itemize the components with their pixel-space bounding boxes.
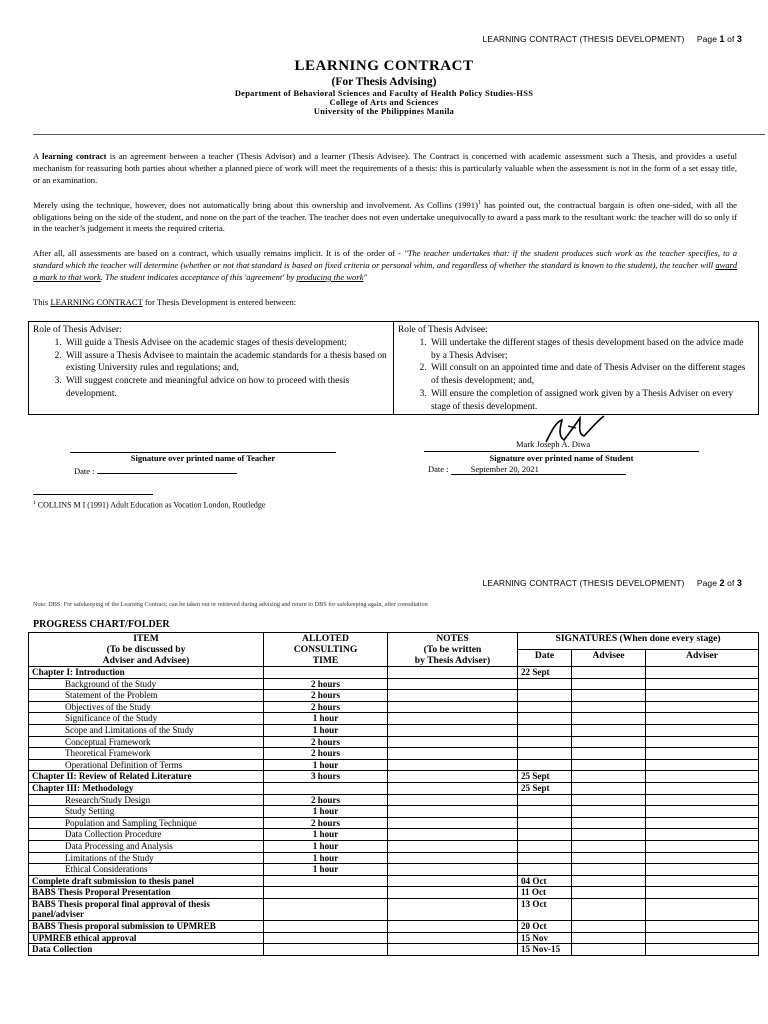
row-time bbox=[264, 944, 388, 956]
row-item: Ethical Considerations bbox=[29, 864, 264, 876]
row-notes bbox=[388, 736, 518, 748]
col-item-line1: ITEM bbox=[133, 633, 159, 644]
row-time: 2 hours bbox=[264, 748, 388, 760]
row-advisee-sig bbox=[572, 944, 646, 956]
row-advisee-sig bbox=[572, 782, 646, 794]
student-date-label: Date : bbox=[428, 464, 449, 474]
row-time: 2 hours bbox=[264, 690, 388, 702]
row-notes bbox=[388, 771, 518, 783]
row-date bbox=[518, 736, 572, 748]
page-of: of bbox=[727, 578, 735, 588]
row-item: Conceptual Framework bbox=[29, 736, 264, 748]
table-row bbox=[29, 713, 759, 725]
row-notes bbox=[388, 701, 518, 713]
table-row bbox=[29, 782, 759, 794]
row-date bbox=[518, 748, 572, 760]
table-row bbox=[29, 829, 759, 841]
table-row bbox=[29, 875, 759, 887]
row-time: 1 hour bbox=[264, 829, 388, 841]
adviser-role-item: 1. Will guide a Thesis Advisee on the academic stages of thesis development; bbox=[64, 337, 388, 350]
col-date-header: Date bbox=[518, 650, 572, 667]
row-time bbox=[264, 875, 388, 887]
row-date: 20 Oct bbox=[518, 921, 572, 933]
row-time: 2 hours bbox=[264, 736, 388, 748]
row-adviser-sig bbox=[646, 806, 759, 818]
col-item-line3: Adviser and Advisee) bbox=[102, 655, 190, 666]
col-time-line2: CONSULTING bbox=[293, 644, 358, 655]
paragraph-1 bbox=[33, 151, 737, 186]
row-date: 15 Nov-15 bbox=[518, 944, 572, 956]
row-time bbox=[264, 667, 388, 679]
row-advisee-sig bbox=[572, 898, 646, 920]
row-item: Data Processing and Analysis bbox=[29, 840, 264, 852]
univ-line: University of the Philippines Manila bbox=[313, 107, 455, 116]
row-item: Theoretical Framework bbox=[29, 748, 264, 760]
row-date bbox=[518, 840, 572, 852]
row-item: Chapter II: Review of Related Literature bbox=[29, 771, 264, 783]
row-item: Research/Study Design bbox=[29, 794, 264, 806]
table-row bbox=[29, 748, 759, 760]
table-row bbox=[29, 864, 759, 876]
header-rule bbox=[33, 134, 765, 135]
row-time: 1 hour bbox=[264, 806, 388, 818]
row-notes bbox=[388, 817, 518, 829]
row-item: Operational Definition of Terms bbox=[29, 759, 264, 771]
row-adviser-sig bbox=[646, 898, 759, 920]
table-row bbox=[29, 840, 759, 852]
row-date bbox=[518, 690, 572, 702]
row-advisee-sig bbox=[572, 840, 646, 852]
p3-quote-1: "The teacher undertakes that: if the student produces such work as the teacher specifies, to a standard which the teacher will determine (whether or not that standard is based on fixed criteria or personal whim, and regardless of whether the standard is known to the student), the teacher will bbox=[33, 248, 738, 270]
row-notes bbox=[388, 724, 518, 736]
doc-subtitle: (For Thesis Advising) bbox=[331, 76, 437, 88]
row-date bbox=[518, 701, 572, 713]
row-date: 11 Oct bbox=[518, 887, 572, 899]
row-date bbox=[518, 817, 572, 829]
p2-text-a: Merely using the technique, however, does not automatically bring about this ownership and involvement. As Collins (1991) bbox=[33, 199, 478, 210]
row-advisee-sig bbox=[572, 771, 646, 783]
student-printed-name: Mark Joseph A. Diwa bbox=[516, 439, 591, 449]
row-notes bbox=[388, 690, 518, 702]
row-item: Scope and Limitations of the Study bbox=[29, 724, 264, 736]
page-total: 3 bbox=[736, 34, 742, 44]
table-row bbox=[29, 736, 759, 748]
row-item: BABS Thesis proporal final approval of thesis panel/adviser bbox=[29, 898, 264, 920]
p4-text-b: for Thesis Development is entered between: bbox=[142, 297, 297, 307]
row-advisee-sig bbox=[572, 690, 646, 702]
row-notes bbox=[388, 713, 518, 725]
row-advisee-sig bbox=[572, 921, 646, 933]
row-time bbox=[264, 898, 388, 920]
p4-text-a: This bbox=[33, 297, 51, 307]
col-time-header bbox=[264, 633, 388, 667]
row-notes bbox=[388, 782, 518, 794]
row-notes bbox=[388, 759, 518, 771]
table-row bbox=[29, 817, 759, 829]
table-row bbox=[29, 678, 759, 690]
row-adviser-sig bbox=[646, 932, 759, 944]
row-notes bbox=[388, 875, 518, 887]
page-number: 2 bbox=[719, 578, 725, 588]
row-adviser-sig bbox=[646, 667, 759, 679]
row-advisee-sig bbox=[572, 829, 646, 841]
row-item: Chapter I: Introduction bbox=[29, 667, 264, 679]
row-adviser-sig bbox=[646, 713, 759, 725]
table-row bbox=[29, 724, 759, 736]
row-item: Complete draft submission to thesis panel bbox=[29, 875, 264, 887]
page-header bbox=[482, 34, 742, 44]
row-time: 2 hours bbox=[264, 678, 388, 690]
row-notes bbox=[388, 829, 518, 841]
row-notes bbox=[388, 794, 518, 806]
p3-underline-2: producing the work bbox=[296, 271, 364, 282]
table-row bbox=[29, 932, 759, 944]
footnote-num: 1 bbox=[33, 500, 36, 506]
row-item: Data Collection Procedure bbox=[29, 829, 264, 841]
student-sig-label: Signature over printed name of Student bbox=[489, 453, 634, 463]
page-of: of bbox=[727, 34, 735, 44]
row-date: 15 Nov bbox=[518, 932, 572, 944]
row-item: BABS Thesis proporal submission to UPMREB bbox=[29, 921, 264, 933]
row-notes bbox=[388, 921, 518, 933]
row-adviser-sig bbox=[646, 852, 759, 864]
row-date: 22 Sept bbox=[518, 667, 572, 679]
page-label: Page bbox=[696, 578, 718, 588]
row-time bbox=[264, 932, 388, 944]
row-advisee-sig bbox=[572, 736, 646, 748]
advisee-role-title: Role of Thesis Advisee: bbox=[398, 325, 488, 335]
row-adviser-sig bbox=[646, 864, 759, 876]
dept-line: Department of Behavioral Sciences and Faculty of Health Policy Studies-HSS bbox=[234, 89, 534, 98]
row-date bbox=[518, 852, 572, 864]
table-row bbox=[29, 667, 759, 679]
row-adviser-sig bbox=[646, 944, 759, 956]
header-title: LEARNING CONTRACT (THESIS DEVELOPMENT) bbox=[482, 34, 685, 44]
row-adviser-sig bbox=[646, 817, 759, 829]
row-adviser-sig bbox=[646, 701, 759, 713]
page-header bbox=[482, 578, 742, 588]
row-item: UPMREB ethical approval bbox=[29, 932, 264, 944]
row-notes bbox=[388, 887, 518, 899]
col-notes-line1: NOTES bbox=[436, 633, 469, 644]
row-advisee-sig bbox=[572, 678, 646, 690]
table-row bbox=[29, 852, 759, 864]
header-title: LEARNING CONTRACT (THESIS DEVELOPMENT) bbox=[482, 578, 685, 588]
row-notes bbox=[388, 806, 518, 818]
row-notes bbox=[388, 944, 518, 956]
advisee-role-item: 2. Will consult on an appointed time and date of Thesis Adviser on the different stages of thesis development; and, bbox=[429, 362, 753, 388]
row-advisee-sig bbox=[572, 667, 646, 679]
row-adviser-sig bbox=[646, 690, 759, 702]
col-item-header bbox=[29, 633, 264, 667]
paragraph-2 bbox=[33, 198, 737, 235]
row-adviser-sig bbox=[646, 771, 759, 783]
row-adviser-sig bbox=[646, 921, 759, 933]
row-notes bbox=[388, 852, 518, 864]
college-line: College of Arts and Sciences bbox=[329, 98, 439, 107]
col-advisee-header: Advisee bbox=[572, 650, 646, 667]
table-row bbox=[29, 898, 759, 920]
row-item: Statement of the Problem bbox=[29, 690, 264, 702]
table-row bbox=[29, 921, 759, 933]
p3-quote-3: " bbox=[363, 271, 368, 282]
row-time: 1 hour bbox=[264, 759, 388, 771]
row-item: Data Collection bbox=[29, 944, 264, 956]
row-adviser-sig bbox=[646, 759, 759, 771]
adviser-role-list bbox=[33, 337, 388, 401]
row-item: Population and Sampling Technique bbox=[29, 817, 264, 829]
progress-chart-title: PROGRESS CHART/FOLDER bbox=[33, 619, 170, 630]
row-time: 1 hour bbox=[264, 840, 388, 852]
adviser-role-item: 3. Will suggest concrete and meaningful advice on how to proceed with thesis development. bbox=[64, 375, 388, 401]
col-adviser-header: Adviser bbox=[646, 650, 759, 667]
advisee-role-item: 1. Will undertake the different stages of thesis development based on the advice made by a Thesis Adviser; bbox=[429, 337, 753, 363]
row-date bbox=[518, 713, 572, 725]
title-block bbox=[0, 58, 768, 116]
row-date: 13 Oct bbox=[518, 898, 572, 920]
row-time: 2 hours bbox=[264, 701, 388, 713]
footnote bbox=[33, 500, 265, 510]
row-notes bbox=[388, 932, 518, 944]
row-item: Significance of the Study bbox=[29, 713, 264, 725]
row-item: Chapter III: Methodology bbox=[29, 782, 264, 794]
row-time: 1 hour bbox=[264, 713, 388, 725]
table-header-row bbox=[29, 633, 759, 650]
row-date bbox=[518, 794, 572, 806]
p4-underline: LEARNING CONTRACT bbox=[50, 297, 143, 307]
teacher-date-label: Date : bbox=[74, 466, 95, 476]
row-advisee-sig bbox=[572, 852, 646, 864]
table-row bbox=[29, 887, 759, 899]
row-advisee-sig bbox=[572, 713, 646, 725]
row-item: Study Setting bbox=[29, 806, 264, 818]
row-advisee-sig bbox=[572, 932, 646, 944]
table-row bbox=[29, 806, 759, 818]
row-advisee-sig bbox=[572, 875, 646, 887]
row-time bbox=[264, 921, 388, 933]
row-time bbox=[264, 782, 388, 794]
col-time-line1: ALLOTED bbox=[302, 633, 349, 644]
row-advisee-sig bbox=[572, 748, 646, 760]
row-advisee-sig bbox=[572, 724, 646, 736]
row-advisee-sig bbox=[572, 817, 646, 829]
row-notes bbox=[388, 678, 518, 690]
row-notes bbox=[388, 748, 518, 760]
row-time: 1 hour bbox=[264, 724, 388, 736]
p1-bold: learning contract bbox=[42, 151, 107, 161]
doc-title: LEARNING CONTRACT bbox=[294, 58, 474, 74]
table-row bbox=[29, 794, 759, 806]
paragraph-3 bbox=[33, 248, 737, 283]
row-date bbox=[518, 678, 572, 690]
advisee-role-list bbox=[398, 337, 753, 414]
table-row bbox=[29, 944, 759, 956]
col-time-line3: TIME bbox=[312, 655, 339, 666]
table-row bbox=[29, 690, 759, 702]
table-row bbox=[29, 771, 759, 783]
row-date: 04 Oct bbox=[518, 875, 572, 887]
row-notes bbox=[388, 840, 518, 852]
row-notes bbox=[388, 667, 518, 679]
p1-text-a: A bbox=[33, 151, 43, 161]
row-advisee-sig bbox=[572, 887, 646, 899]
student-date-value: September 20, 2021 bbox=[451, 464, 626, 475]
teacher-date bbox=[74, 464, 237, 476]
row-item: BABS Thesis Proporal Presentation bbox=[29, 887, 264, 899]
advisee-role-cell bbox=[393, 322, 758, 414]
row-advisee-sig bbox=[572, 864, 646, 876]
page-total: 3 bbox=[736, 578, 742, 588]
p3-text-a: After all, all assessments are based on a contract, which usually remains implicit. It is of the order of - bbox=[33, 248, 405, 258]
row-date: 25 Sept bbox=[518, 771, 572, 783]
row-adviser-sig bbox=[646, 724, 759, 736]
row-time bbox=[264, 887, 388, 899]
page-label: Page bbox=[696, 34, 718, 44]
teacher-sig-label: Signature over printed name of Teacher bbox=[130, 453, 276, 463]
row-adviser-sig bbox=[646, 782, 759, 794]
row-time: 1 hour bbox=[264, 864, 388, 876]
row-item: Objectives of the Study bbox=[29, 701, 264, 713]
roles-table bbox=[28, 321, 759, 415]
advisee-role-item: 3. Will ensure the completion of assigned work given by a Thesis Adviser on every stage of thesis development. bbox=[429, 388, 753, 414]
row-date bbox=[518, 759, 572, 771]
row-adviser-sig bbox=[646, 736, 759, 748]
p1-text-b: is an agreement between a teacher (Thesis Advisor) and a learner (Thesis Advisee). The Contract is concerned with academic assessment such a Thesis, and provides a useful mechanism for reassuring both parties about whether a planned piece of work will meet the requirements of a thesis: this is particularly valuable when the assessment is not in the form of a set essay title, or an examination. bbox=[33, 151, 737, 185]
row-advisee-sig bbox=[572, 701, 646, 713]
p2-text-b: has pointed out, the contractual bargain is often one-sided, with all the obligations being on the side of the student, and none on the part of the teacher. The teacher does not even undertake unequivocally to award a pass mark to the resultant work: the teacher will do so only if in the teacher’s judgement it meets the required criteria. bbox=[33, 199, 737, 234]
row-date bbox=[518, 864, 572, 876]
paragraph-4 bbox=[33, 297, 737, 309]
row-time: 1 hour bbox=[264, 852, 388, 864]
p3-quote-2: . The student indicates acceptance of this 'agreement' by bbox=[100, 271, 297, 282]
col-notes-line2: (To be written bbox=[423, 644, 482, 655]
student-date bbox=[428, 464, 626, 475]
row-item: Limitations of the Study bbox=[29, 852, 264, 864]
row-advisee-sig bbox=[572, 806, 646, 818]
row-date bbox=[518, 829, 572, 841]
row-time: 3 hours bbox=[264, 771, 388, 783]
progress-chart-body bbox=[29, 667, 759, 956]
row-time: 2 hours bbox=[264, 794, 388, 806]
adviser-role-item: 2. Will assure a Thesis Advisee to maintain the academic standards for a thesis based on existing University rules and regulations; and, bbox=[64, 350, 388, 376]
footnote-text: COLLINS M I (1991) Adult Education as Vocation London, Routledge bbox=[37, 500, 266, 510]
page-number: 1 bbox=[719, 34, 725, 44]
teacher-date-blank bbox=[97, 464, 237, 474]
row-notes bbox=[388, 864, 518, 876]
col-notes-header bbox=[388, 633, 518, 667]
footnote-rule bbox=[33, 494, 153, 495]
col-signatures-header: SIGNATURES (When done every stage) bbox=[518, 633, 759, 650]
row-adviser-sig bbox=[646, 829, 759, 841]
p3-underline-1: award a mark to that work bbox=[33, 259, 737, 282]
row-notes bbox=[388, 898, 518, 920]
row-date: 25 Sept bbox=[518, 782, 572, 794]
row-adviser-sig bbox=[646, 840, 759, 852]
row-adviser-sig bbox=[646, 748, 759, 760]
table-row bbox=[29, 701, 759, 713]
row-adviser-sig bbox=[646, 678, 759, 690]
student-signature-line bbox=[424, 451, 699, 452]
table-row bbox=[29, 759, 759, 771]
p2-footnote-ref: 1 bbox=[477, 200, 481, 206]
row-advisee-sig bbox=[572, 759, 646, 771]
adviser-role-cell bbox=[29, 322, 393, 414]
row-advisee-sig bbox=[572, 794, 646, 806]
safekeeping-note: Note: DBS: For safekeeping of the Learning Contract; can be taken out or retrieved during advising and return to DBS for safekeeping again, after consultation bbox=[33, 601, 428, 608]
row-time: 2 hours bbox=[264, 817, 388, 829]
row-adviser-sig bbox=[646, 887, 759, 899]
col-notes-line3: by Thesis Adviser) bbox=[414, 655, 491, 666]
row-adviser-sig bbox=[646, 794, 759, 806]
col-item-line2: (To be discussed by bbox=[106, 644, 186, 655]
row-date bbox=[518, 806, 572, 818]
row-item: Background of the Study bbox=[29, 678, 264, 690]
progress-chart-table bbox=[28, 632, 759, 956]
adviser-role-title: Role of Thesis Adviser: bbox=[33, 325, 122, 335]
row-date bbox=[518, 724, 572, 736]
row-adviser-sig bbox=[646, 875, 759, 887]
